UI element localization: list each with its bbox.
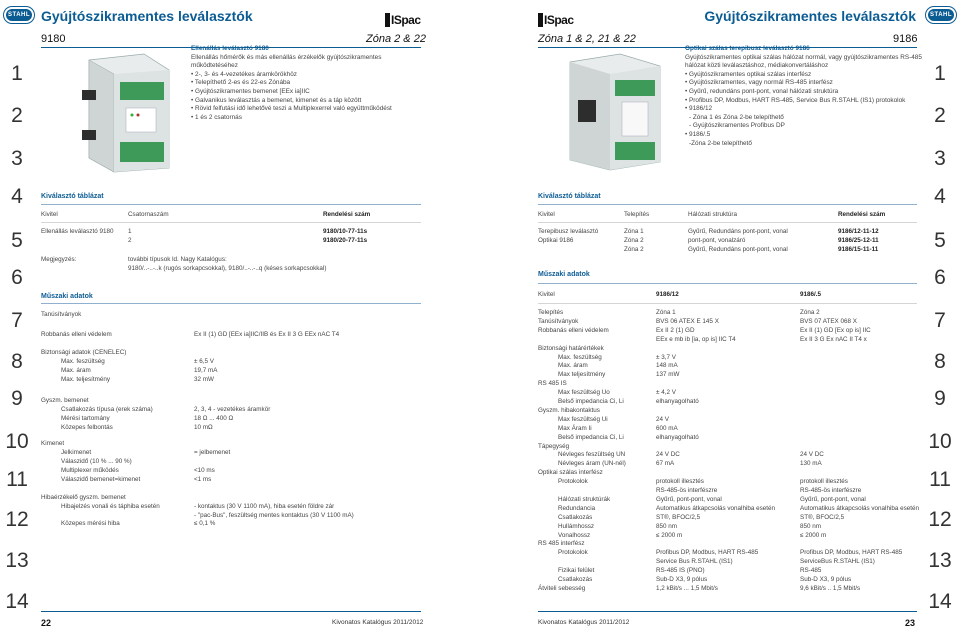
selection-cell: Ellenállás leválasztó 9180 bbox=[41, 228, 114, 235]
line-number: 2 bbox=[11, 104, 23, 127]
technical-label: Protokolok bbox=[558, 549, 588, 557]
technical-label: Max. teljesítmény bbox=[61, 376, 110, 383]
technical-value: 137 mW bbox=[656, 371, 680, 379]
description-bullet: • Profibus DP, Modbus, HART RS-485, Service Bus R.STAHL (IS1) protokolok bbox=[685, 97, 925, 106]
selection-header: Telepítés bbox=[624, 211, 650, 218]
left-model: 9180 bbox=[41, 33, 66, 45]
technical-value: 850 nm bbox=[656, 522, 678, 530]
technical-label: Hibaérzékelő gyszm. bemenet bbox=[41, 494, 126, 501]
technical-label: Hálózati struktúrák bbox=[558, 495, 611, 503]
description-bullet: • 1 és 2 csatornás bbox=[191, 114, 426, 123]
line-number: 2 bbox=[934, 104, 946, 127]
selection-header: Kivitel bbox=[538, 211, 555, 218]
technical-header: Kivitel bbox=[538, 291, 555, 298]
ispac-logo-right: ISpac bbox=[538, 7, 574, 27]
technical-label: Gyszm. bemenet bbox=[41, 397, 89, 404]
right-technical-rule bbox=[538, 283, 917, 284]
technical-value: Automatikus átkapcsolás vonalhiba esetén bbox=[656, 504, 776, 512]
technical-header: 9186/12 bbox=[656, 291, 679, 298]
technical-label: Csatlakozás bbox=[558, 513, 593, 521]
technical-label: Telepítés bbox=[538, 309, 564, 316]
description-bullet: • 9186/12 bbox=[685, 105, 925, 114]
technical-label: Tápegység bbox=[538, 442, 570, 450]
technical-label: Max. feszültség bbox=[558, 353, 602, 361]
technical-value: Service Bus R.STAHL (IS1) bbox=[656, 558, 733, 566]
technical-label: Max feszültség Uo bbox=[558, 389, 610, 397]
technical-label: Max Áram Ii bbox=[558, 424, 592, 432]
technical-value: ± 6,5 V bbox=[194, 358, 214, 365]
technical-value: Automatikus átkapcsolás vonalhiba esetén bbox=[800, 504, 920, 512]
technical-value: Ex II 3 G Ex nAC II T4 x bbox=[800, 335, 867, 343]
selection-cell: 9180/10-77-11s bbox=[323, 228, 368, 235]
line-number: 4 bbox=[11, 185, 23, 208]
technical-value: 9,6 kBit/s .. 1,5 Mbit/s bbox=[800, 584, 861, 592]
technical-value: 18 Ω ... 400 Ω bbox=[194, 415, 234, 422]
technical-label: Csatlakozás bbox=[558, 576, 593, 583]
description-bullet: • Galvanikus leválasztás a bemenet, kimenet és a táp között bbox=[191, 97, 426, 106]
technical-label: Közepes mérési hiba bbox=[61, 520, 120, 527]
right-technical-heading: Műszaki adatok bbox=[538, 271, 590, 278]
left-description bbox=[191, 45, 426, 122]
technical-label: Belső impedancia Ci, Li bbox=[558, 398, 624, 405]
description-bullet: • Gyűrű, redundáns pont-pont, vonal hálózati struktúra bbox=[685, 88, 925, 97]
technical-value: 19,7 mA bbox=[194, 367, 218, 374]
technical-header: 9186/.5 bbox=[800, 291, 822, 298]
selection-cell: Zóna 1 bbox=[624, 228, 644, 235]
line-number: 13 bbox=[5, 549, 29, 572]
selection-header: Rendelési szám bbox=[838, 211, 886, 218]
technical-value: - "pac-Bus", feszültség mentes kontaktus (30 V 1100 mA) bbox=[194, 512, 354, 519]
left-technical-heading: Műszaki adatok bbox=[41, 293, 93, 300]
technical-label: Max. áram bbox=[558, 362, 588, 370]
technical-value: 148 mA bbox=[656, 362, 678, 370]
technical-value: ServiceBus R.STAHL (IS1) bbox=[800, 558, 875, 566]
technical-value: = jelbemenet bbox=[194, 449, 231, 456]
technical-value: 24 V DC bbox=[656, 451, 680, 459]
technical-value: 2, 3, 4 - vezetékes áramkör bbox=[194, 406, 271, 413]
line-number: 6 bbox=[934, 266, 946, 289]
technical-value: 600 mA bbox=[656, 424, 678, 432]
technical-value: Gyűrű, pont-pont, vonal bbox=[656, 495, 722, 503]
technical-value: Ex II 2 (1) GD bbox=[656, 326, 695, 334]
left-selection-rule bbox=[41, 204, 421, 205]
technical-label: Jelkimenet bbox=[61, 449, 92, 456]
technical-value: ST®, BFOC/2,5 bbox=[656, 513, 701, 521]
technical-label: Válaszidő (10 % ... 90 %) bbox=[61, 458, 132, 465]
selection-divider bbox=[41, 222, 421, 223]
right-description-heading: Optikai szálas terepibusz leválasztó 9186 bbox=[685, 45, 810, 52]
line-number: 1 bbox=[11, 62, 23, 85]
technical-label: Robbanás elleni védelem bbox=[538, 326, 609, 334]
technical-value: BVS 07 ATEX 068 X bbox=[800, 317, 857, 325]
line-number: 4 bbox=[934, 185, 946, 208]
technical-value: EEx e mb ib [ia, op is] IIC T4 bbox=[656, 335, 736, 343]
technical-value: Sub-D X3, 9 pólus bbox=[800, 576, 852, 583]
selection-header: Hálózati struktúra bbox=[688, 211, 737, 218]
right-page-title: Gyújtószikramentes leválasztók bbox=[704, 8, 916, 24]
line-number: 5 bbox=[934, 229, 946, 252]
technical-value: ≤ 2000 m bbox=[656, 531, 683, 539]
technical-value: 24 V bbox=[656, 415, 669, 423]
device-9180-image bbox=[74, 50, 184, 175]
selection-cell: 1 bbox=[128, 228, 132, 235]
technical-value: 1,2 kBit/s ... 1,5 Mbit/s bbox=[656, 584, 718, 592]
line-number: 9 bbox=[934, 387, 946, 410]
technical-label: Névleges áram (UN-nél) bbox=[558, 460, 626, 468]
left-description-heading: Ellenállás leválasztó 9180 bbox=[191, 45, 269, 52]
technical-value: Profibus DP, Modbus, HART RS-485 bbox=[800, 549, 903, 557]
right-description bbox=[685, 45, 925, 148]
technical-value: ≤ 2000 m bbox=[800, 531, 827, 539]
technical-value: protokoll illesztés bbox=[800, 478, 848, 486]
selection-cell: Gyűrű, Redundáns pont-pont, vonal bbox=[688, 228, 788, 235]
technical-label: Tanúsítványok bbox=[538, 317, 579, 325]
technical-value: RS-485 IS (PNO) bbox=[656, 567, 705, 575]
technical-value: Ex II (1) GD [EEx ia]IIC/IIB és Ex II 3 G EEx nAC T4 bbox=[194, 331, 340, 338]
technical-value: 850 nm bbox=[800, 522, 822, 530]
selection-divider bbox=[538, 222, 917, 223]
technical-label: RS 485 interfész bbox=[538, 540, 585, 548]
technical-label: Kimenet bbox=[41, 440, 65, 447]
technical-divider bbox=[538, 303, 917, 304]
technical-value: 32 mW bbox=[194, 376, 214, 383]
left-footer-text: Kivonatos Katalógus 2011/2012 bbox=[332, 619, 424, 626]
selection-cell: 9186/15-11-11 bbox=[838, 246, 879, 253]
right-model: 9186 bbox=[893, 33, 918, 45]
technical-label: Fizikai felület bbox=[558, 567, 595, 575]
technical-value: 130 mA bbox=[800, 460, 822, 468]
line-number: 8 bbox=[934, 350, 946, 373]
line-number: 10 bbox=[5, 430, 29, 453]
technical-value: Ex II (1) GD [Ex op is] IIC bbox=[800, 326, 871, 334]
technical-value: elhanyagolható bbox=[656, 433, 699, 441]
line-number: 10 bbox=[928, 430, 952, 453]
left-page-title: Gyújtószikramentes leválasztók bbox=[41, 8, 253, 24]
selection-cell: 9186/12-11-12 bbox=[838, 228, 879, 235]
technical-label: Vonalhossz bbox=[558, 531, 591, 539]
description-subitem: - Zóna 1 és Zóna 2-be telepíthető bbox=[689, 113, 784, 121]
left-selection-heading: Kiválasztó táblázat bbox=[41, 193, 104, 200]
description-subitem: - Gyújtószikramentes Profibus DP bbox=[689, 122, 785, 130]
right-selection-rule bbox=[538, 204, 917, 205]
technical-value: - kontaktus (30 V 1100 mA), hiba esetén földre zár bbox=[194, 503, 335, 510]
device-9186-image bbox=[560, 50, 670, 175]
technical-value: Sub-D X3, 9 pólus bbox=[656, 576, 708, 583]
technical-value: Gyűrű, pont-pont, vonal bbox=[800, 495, 866, 503]
description-bullet: • Gyújtószikramentes optikai szálas interfész bbox=[685, 71, 925, 80]
technical-label: Biztonsági határértékek bbox=[538, 344, 604, 352]
technical-value: ± 4,2 V bbox=[656, 389, 676, 397]
selection-header: Rendelési szám bbox=[323, 211, 371, 218]
selection-cell: 2 bbox=[128, 237, 132, 244]
description-bullet: • Gyújtószikramentes bemenet [EEx ia]IIC bbox=[191, 88, 426, 97]
line-number: 11 bbox=[929, 468, 951, 491]
description-bullet: • Rövid felfutási idő lehetővé teszi a Multiplexerrel való együttműködést bbox=[191, 105, 426, 114]
line-number: 12 bbox=[5, 508, 29, 531]
line-number: 3 bbox=[934, 147, 946, 170]
technical-label: Hullámhossz bbox=[558, 522, 595, 530]
selection-note-line: 9180/..-..-..k (rugós sorkapcsokkal), 9180/..-..-..q (késes sorkapcsokkal) bbox=[128, 265, 327, 272]
technical-value: ST®, BFOC/2,5 bbox=[800, 513, 845, 521]
technical-label: RS 485 IS bbox=[538, 380, 567, 388]
technical-label: Belső impedancia Ci, Li bbox=[558, 433, 624, 441]
technical-label: Hibajelzés vonali és táphiba esetén bbox=[61, 503, 160, 510]
technical-value: Zóna 2 bbox=[800, 309, 820, 316]
technical-label: Névleges feszültség UN bbox=[558, 451, 626, 459]
technical-label: Optikai szálas interfész bbox=[538, 469, 603, 477]
line-number: 14 bbox=[5, 590, 29, 613]
left-description-intro: Ellenállás hőmérők és más ellenállás érzékelők gyújtószikramentes működtetéséhez bbox=[191, 53, 382, 70]
left-page-number: 22 bbox=[41, 618, 52, 628]
right-page-number: 23 bbox=[905, 618, 916, 628]
line-number: 7 bbox=[11, 309, 23, 332]
selection-cell: Zóna 2 bbox=[624, 237, 644, 244]
technical-label: Átviteli sebesség bbox=[538, 584, 586, 592]
technical-value: <1 ms bbox=[194, 476, 212, 483]
technical-label: Max teljesítmény bbox=[558, 371, 606, 379]
left-technical-rule bbox=[41, 303, 421, 304]
left-footer-rule bbox=[41, 611, 421, 612]
technical-label: Robbanás elleni védelem bbox=[41, 331, 112, 338]
line-number: 5 bbox=[11, 229, 23, 252]
technical-label: Protokolok bbox=[558, 478, 588, 486]
left-zone: Zóna 2 & 22 bbox=[366, 33, 426, 45]
line-number: 14 bbox=[928, 590, 952, 613]
right-selection-heading: Kiválasztó táblázat bbox=[538, 193, 601, 200]
stahl-logo-left: STAHL bbox=[4, 7, 34, 23]
technical-label: Max feszültség Ui bbox=[558, 415, 608, 423]
technical-label: Biztonsági adatok (CENELEC) bbox=[41, 349, 127, 356]
technical-label: Mérési tartomány bbox=[61, 415, 110, 422]
technical-label: Gyszm. hibakontaktus bbox=[538, 406, 600, 414]
technical-value: RS-485-ös interfészre bbox=[656, 487, 718, 494]
line-number: 7 bbox=[934, 309, 946, 332]
technical-label: Redundancia bbox=[558, 504, 596, 512]
description-subitem: -Zóna 2-be telepíthető bbox=[689, 139, 752, 147]
selection-cell: 9186/25-12-11 bbox=[838, 237, 879, 244]
technical-value: <10 ms bbox=[194, 467, 215, 474]
description-bullet: • 2-, 3- és 4-vezetékes áramkörökhöz bbox=[191, 71, 426, 80]
selection-header: Csatornaszám bbox=[128, 211, 169, 218]
technical-label: Csatlakozás típusa (erek száma) bbox=[61, 406, 153, 413]
technical-value: RS-485 bbox=[800, 567, 822, 575]
technical-value: 10 mΩ bbox=[194, 424, 213, 431]
selection-cell: Gyűrű, Redundáns pont-pont, vonal bbox=[688, 246, 788, 253]
technical-value: BVS 06 ATEX E 145 X bbox=[656, 317, 719, 325]
selection-header: Kivitel bbox=[41, 211, 58, 218]
line-number: 12 bbox=[928, 508, 952, 531]
technical-label: Max. áram bbox=[61, 367, 91, 374]
right-bullet-95: • 9186/.5 bbox=[685, 131, 925, 140]
line-number: 6 bbox=[11, 266, 23, 289]
line-number: 8 bbox=[11, 350, 23, 373]
description-bullet: • Telepíthető 2-es és 22-es Zónába bbox=[191, 79, 426, 88]
technical-value: ± 3,7 V bbox=[656, 353, 676, 361]
technical-label: Max. feszültség bbox=[61, 358, 105, 365]
ispac-logo-left: ISpac bbox=[385, 7, 421, 27]
technical-value: elhanyagolható bbox=[656, 398, 699, 405]
technical-value: 67 mA bbox=[656, 460, 675, 468]
technical-label: Tanúsítványok bbox=[41, 311, 82, 318]
technical-value: protokoll illesztés bbox=[656, 478, 704, 486]
selection-cell: 9180/20-77-11s bbox=[323, 237, 368, 244]
technical-label: Multiplexer működés bbox=[61, 467, 119, 474]
selection-note-label: Megjegyzés: bbox=[41, 256, 77, 263]
line-number: 3 bbox=[11, 147, 23, 170]
selection-cell: Terepibusz leválasztó bbox=[538, 228, 599, 235]
selection-cell: Zóna 2 bbox=[624, 246, 644, 253]
line-number: 9 bbox=[11, 387, 23, 410]
technical-value: RS-485-ös interfészre bbox=[800, 487, 862, 494]
line-number: 11 bbox=[6, 468, 28, 491]
right-zone: Zóna 1 & 2, 21 & 22 bbox=[538, 33, 636, 45]
selection-cell: pont-pont, vonalzáró bbox=[688, 237, 746, 244]
technical-label: Válaszidő bemenet=kimenet bbox=[61, 476, 141, 483]
selection-cell: Optikai 9186 bbox=[538, 237, 574, 244]
selection-note-line: további típusok ld. Nagy Katalógus: bbox=[128, 256, 227, 263]
technical-value: ≤ 0,1 % bbox=[194, 520, 216, 527]
right-description-intro: Gyújtószikramentes optikai szálas hálózat normál, vagy gyújtószikramentes RS-485 hálózat közti leválasztáshoz, médiakonvertáláshoz bbox=[685, 53, 922, 70]
right-footer-rule bbox=[538, 611, 917, 612]
technical-value: Zóna 1 bbox=[656, 309, 676, 316]
stahl-logo-right: STAHL bbox=[926, 7, 956, 23]
description-bullet: • Gyújtószikramentes, vagy normál RS-485 interfész bbox=[685, 79, 925, 88]
line-number: 13 bbox=[928, 549, 952, 572]
line-number: 1 bbox=[934, 62, 946, 85]
technical-label: Közepes felbontás bbox=[61, 424, 113, 431]
right-footer-text: Kivonatos Katalógus 2011/2012 bbox=[538, 619, 630, 626]
technical-value: Profibus DP, Modbus, HART RS-485 bbox=[656, 549, 759, 557]
technical-value: 24 V DC bbox=[800, 451, 824, 459]
